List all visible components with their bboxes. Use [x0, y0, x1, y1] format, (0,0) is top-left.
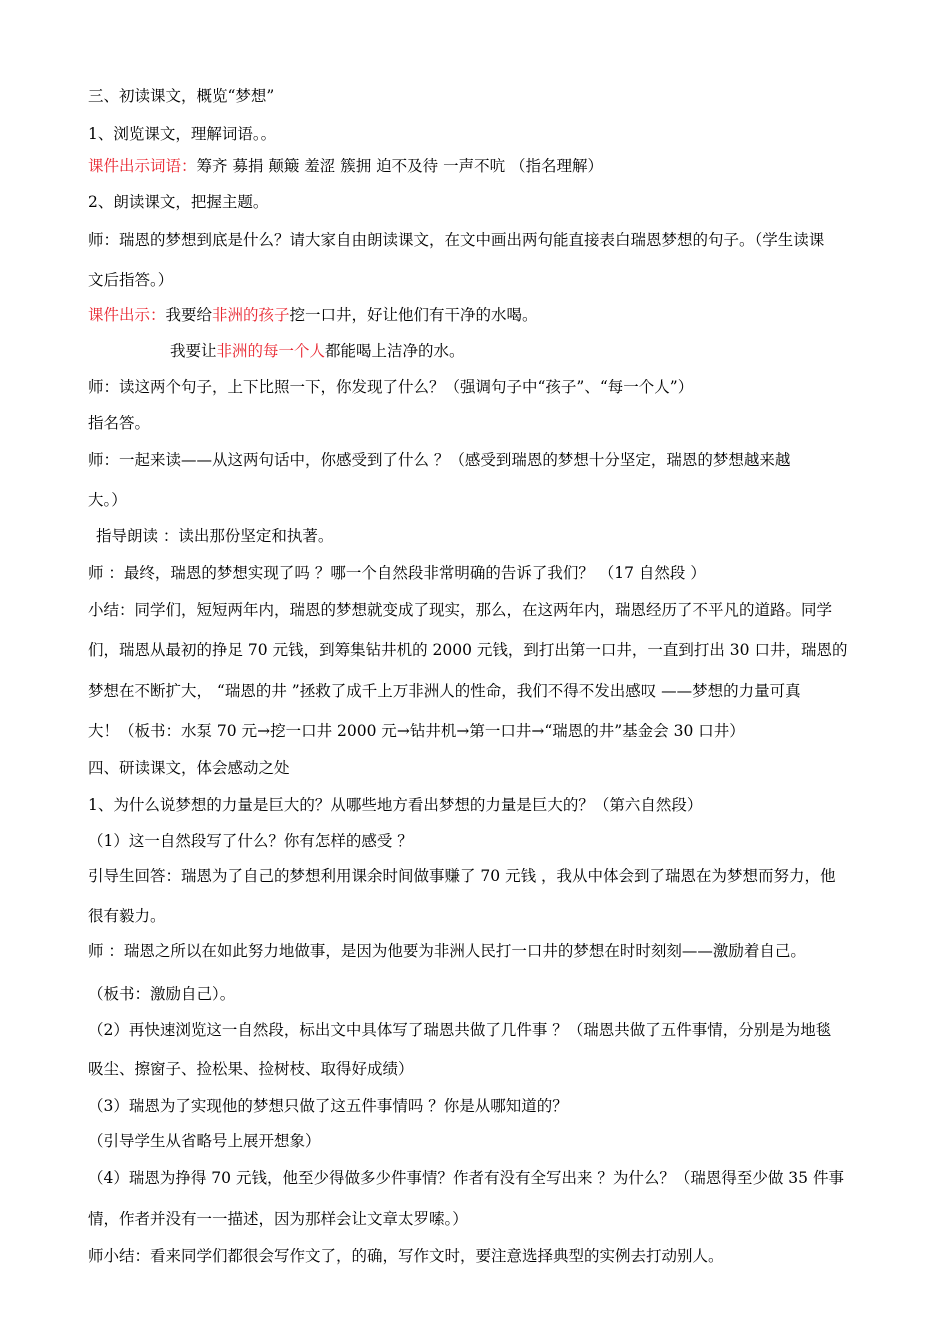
- teacher-question-dream: 师：瑞恩的梦想到底是什么？请大家自由朗读课文，在文中画出两句能直接表白瑞恩梦想的句子。（学生读课: [88, 231, 825, 249]
- step-read-aloud: 2、朗读课文，把握主题。: [88, 193, 269, 211]
- blackboard-note-2: （板书：激励自己）。: [88, 985, 236, 1003]
- courseware-label: 课件出示：: [88, 306, 166, 324]
- sentence-text: 都能喝上洁净的水。: [325, 342, 465, 360]
- section-heading-3: 三、初读课文，概览“梦想”: [88, 87, 275, 105]
- sentence-text: 我要给: [165, 306, 213, 324]
- sub-question-3: （3）瑞恩为了实现他的梦想只做了这五件事情吗 ？你是从哪知道的？: [88, 1097, 568, 1115]
- sentence-text: 我要让: [170, 342, 217, 360]
- teacher-summary: 师小结：看来同学们都很会写作文了，的确，写作文时，要注意选择典型的实例去打动别人。: [88, 1247, 724, 1265]
- question-1: 1、为什么说梦想的力量是巨大的？从哪些地方看出梦想的力量是巨大的？（第六自然段）: [88, 796, 703, 814]
- blackboard-note: 大！（板书：水泵 70 元→挖一口井 2000 元→钻井机→第一口井→“瑞恩的井”基金会 30 口井）: [88, 722, 745, 740]
- teacher-read-together-cont: 大。）: [88, 491, 127, 509]
- summary-paragraph-3: 梦想在不断扩大， “瑞恩的井 ”拯救了成千上万非洲人的性命，我们不得不发出感叹 ——梦想的力量可真: [88, 682, 801, 700]
- guidance-ellipsis: （引导学生从省略号上展开想象）: [88, 1132, 321, 1150]
- teacher-compare-question: 师：读这两个句子，上下比照一下，你发现了什么？（强调句子中“孩子”、“每一个人”）: [88, 378, 694, 396]
- highlight-children: 非洲的孩子: [212, 306, 290, 324]
- sub-question-1: （1）这一自然段写了什么？你有怎样的感受 ？: [88, 832, 413, 850]
- guided-answer: 引导生回答：瑞恩为了自己的梦想利用课余时间做事赚了 70 元钱 ，我从中体会到了瑞恩在为梦想而努力，他: [88, 867, 836, 885]
- teacher-question-dream-cont: 文后指答。）: [88, 271, 174, 289]
- vocabulary-list: 筹齐 募捐 颠簸 羞涩 簇拥 迫不及待 一声不吭 （指名理解）: [196, 157, 604, 175]
- courseware-sentence-2: [170, 341, 465, 361]
- courseware-words-line: [88, 156, 603, 176]
- sub-question-2-cont: 吸尘、擦窗子、捡松果、捡树枝、取得好成绩）: [88, 1060, 414, 1078]
- reading-guidance: 指导朗读 ：读出那份坚定和执著。: [96, 527, 334, 545]
- highlight-everyone: 非洲的每一个人: [216, 342, 326, 360]
- step-browse-text: 1、浏览课文，理解词语。。: [88, 125, 277, 143]
- courseware-sentence-1: [88, 305, 538, 325]
- guided-answer-cont: 很有毅力。: [88, 907, 166, 925]
- teacher-read-together: 师：一起来读——从这两句话中，你感受到了什么 ？（感受到瑞恩的梦想十分坚定，瑞恩的梦想越来越: [88, 451, 791, 469]
- sub-question-4: （4）瑞恩为挣得 70 元钱，他至少得做多少件事情？作者有没有全写出来 ？为什么？（瑞恩得至少做 35 件事: [88, 1169, 844, 1187]
- summary-paragraph: 小结：同学们，短短两年内，瑞恩的梦想就变成了现实，那么，在这两年内，瑞恩经历了不平凡的道路。同学: [88, 601, 833, 619]
- teacher-motivation: 师 ：瑞恩之所以在如此努力地做事，是因为他要为非洲人民打一口井的梦想在时时刻刻——激励着自己。: [88, 942, 806, 960]
- sub-question-2: （2）再快速浏览这一自然段，标出文中具体写了瑞恩共做了几件事 ？（瑞恩共做了五件事情，分别是为地毯: [88, 1021, 832, 1039]
- courseware-label: 课件出示词语：: [88, 157, 197, 175]
- sentence-text: 挖一口井，好让他们有干净的水喝。: [289, 306, 538, 324]
- section-heading-4: 四、研读课文，体会感动之处: [88, 759, 290, 777]
- call-on-students: 指名答。: [88, 414, 151, 432]
- teacher-dream-realized: 师 ：最终，瑞恩的梦想实现了吗 ？哪一个自然段非常明确的告诉了我们？ （17 自然段 ）: [88, 564, 706, 582]
- summary-paragraph-2: 们，瑞恩从最初的挣足 70 元钱，到筹集钻井机的 2000 元钱，到打出第一口井，一直到打出 30 口井，瑞恩的: [88, 641, 848, 659]
- sub-question-4-cont: 情，作者并没有一一描述，因为那样会让文章太罗嗦。）: [88, 1210, 468, 1228]
